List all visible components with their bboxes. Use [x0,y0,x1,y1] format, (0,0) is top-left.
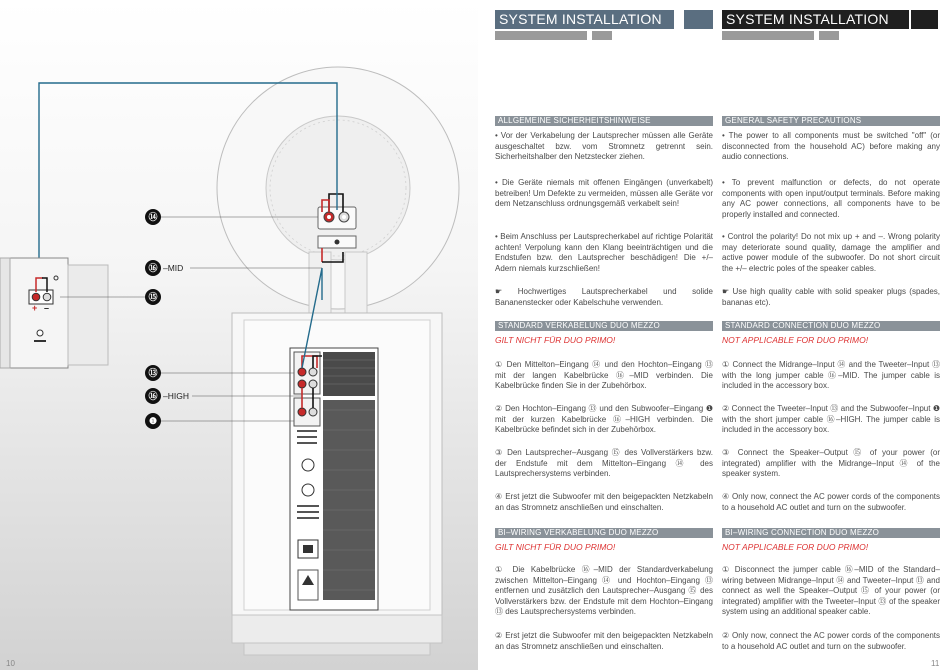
en-safety-1: • The power to all components must be switched "off" (or disconnected from the household AC) before making any audio connections. [722,131,940,162]
de-standard-1: ① Den Mittelton–Eingang ⑭ und den Hochton–Eingang ⑬ mit der langen Kabelbrücke ⑯–MID verbinden. Die Kabelbrücke finden Sie in der Zubehörbox. [495,360,713,391]
en-safety-head: GENERAL SAFETY PRECAUTIONS [722,116,940,126]
subbar-en-2 [819,31,839,40]
sub-terminal-red [298,408,306,416]
callout-13: ⑬ [145,365,161,381]
subbar-en-1 [722,31,814,40]
en-safety-3: • Control the polarity! Do not mix up + and –. Wrong polarity may deteriorate sound quality, damage the amplifier and active power module of the subwoofer. Do not short circuit the +/– electric poles of the speaker cables. [722,232,940,273]
tweeter-terminal-black [309,368,317,376]
en-biwiring-warn: NOT APPLICABLE FOR DUO PRIMO! [722,542,869,552]
tweeter-terminal-red [298,368,306,376]
de-standard-head: STANDARD VERKABELUNG DUO MEZZO [495,321,713,331]
callout-1: ❶ [145,413,161,429]
de-standard-4: ④ Erst jetzt die Subwoofer mit den beigepackten Netzkabeln an das Stromnetz anschließen und einschalten. [495,492,713,512]
de-safety-3: • Beim Anschluss per Lautsprecherkabel auf richtige Polarität achten! Verpolung kann den Klang beeinträchtigen und die Endstufen bzw. den Lautsprecher beschädigen! Die +/– Adern niemals kurzschließen! [495,232,713,273]
de-standard-2: ② Den Hochton–Eingang ⑬ und den Subwoofer–Eingang ❶ mit der kurzen Kabelbrücke ⑯–HIGH verbinden. Die Kabelbrücke befindet sich in der Zubehörbox. [495,404,713,435]
subbar-de-2 [592,31,612,40]
callout-16-mid-label: –MID [163,263,184,273]
en-biwiring-2: ② Only now, connect the AC power cords of the components to a household AC outlet and turn on the subwoofer. [722,631,940,651]
en-standard-warn: NOT APPLICABLE FOR DUO PRIMO! [722,335,869,345]
amplifier [10,258,68,368]
de-biwiring-2: ② Erst jetzt die Subwoofer mit den beigepackten Netzkabeln an das Stromnetz anschließen und einschalten. [495,631,713,651]
de-safety-head: ALLGEMEINE SICHERHEITSHINWEISE [495,116,713,126]
de-standard-warn: GILT NICHT FÜR DUO PRIMO! [495,335,616,345]
callout-15: ⑮ [145,289,161,305]
de-safety-4: ☛ Hochwertiges Lautsprecherkabel und solide Bananenstecker oder Kabelschuhe verwenden. [495,287,713,307]
en-standard-4: ④ Only now, connect the AC power cords of the components to a household AC outlet and turn on the subwoofer. [722,492,940,512]
amp-plus-label: + [32,303,38,313]
subbar-de-1 [495,31,587,40]
de-safety-2: • Die Geräte niemals mit offenen Eingängen (unverkabelt) betreiben! Um Defekte zu vermeiden, müssen alle Geräte vor dem Netzanschluss ordnungsgemäß verkabelt sein! [495,178,713,209]
page-number-left: 10 [6,659,15,668]
en-biwiring-head: BI–WIRING CONNECTION DUO MEZZO [722,528,940,538]
callout-16-high-label: –HIGH [163,391,189,401]
page-number-right: 11 [931,659,940,668]
de-biwiring-1: ① Die Kabelbrücke ⑯–MID der Standardverkabelung zwischen Mittelton–Eingang ⑭ und Hochton–Eingang ⑬ entfernen und zusätzlich den Lautsprecher–Ausgang ⑮ des Vollverstärkers bzw. der Endstufe mit dem Hochton–Eingang ⑬ des Lautsprechersystems verbinden. [495,565,713,617]
heatsink-top [323,352,375,396]
sub-terminal-black [309,408,317,416]
en-safety-4: ☛ Use high quality cable with solid speaker plugs (spades, bananas etc). [722,287,940,307]
title-en-ext [911,10,938,29]
en-standard-head: STANDARD CONNECTION DUO MEZZO [722,321,940,331]
de-safety-1: • Vor der Verkabelung der Lautsprecher müssen alle Geräte ausgeschaltet bzw. vom Stromnetz getrennt sein. Sicherheitshalber den Netzstecker ziehen. [495,131,713,162]
de-standard-3: ③ Den Lautsprecher–Ausgang ⑮ des Vollverstärkers bzw. der Endstufe mit dem Mittelton–Eingang ⑭ des Lautsprechersystems verbinden. [495,448,713,479]
callout-14: ⑭ [145,209,161,225]
de-biwiring-warn: GILT NICHT FÜR DUO PRIMO! [495,542,616,552]
title-de-ext [684,10,713,29]
title-en: SYSTEM INSTALLATION [722,10,909,29]
en-standard-2: ② Connect the Tweeter–Input ⑬ and the Subwoofer–Input ❶ with the short jumper cable ⑯–HIGH. The jumper cable is included in the accessory box. [722,404,940,435]
title-de: SYSTEM INSTALLATION [495,10,674,29]
en-biwiring-1: ① Disconnect the jumper cable ⑯–MID of the Standard–wiring between Midrange–Input ⑭ and Tweeter–Input ⑬ and connect as well the Speaker–Output ⑮ of your power (or integrated) amplifier with the Tweeter–Input ⑬ of the speaker system using an additional speaker cable. [722,565,940,617]
en-safety-2: • To prevent malfunction or defects, do not operate components with open input/output terminals. Before making any AC power connections, all components have to be properly installed and connected. [722,178,940,219]
callout-16-mid: ⑯ [145,260,161,276]
subwoofer-base [232,615,442,643]
en-standard-3: ③ Connect the Speaker–Output ⑮ of your power (or integrated) amplifier with the Midrange–Input ⑭ of the speaker system. [722,448,940,479]
en-standard-1: ① Connect the Midrange–Input ⑭ and the Tweeter–Input ⑬ with the long jumper cable ⑯–MID. The jumper cable is included in the accessory box. [722,360,940,391]
de-biwiring-head: BI–WIRING VERKABELUNG DUO MEZZO [495,528,713,538]
amp-minus-label: – [44,303,50,313]
callout-16-high: ⑯ [145,388,161,404]
